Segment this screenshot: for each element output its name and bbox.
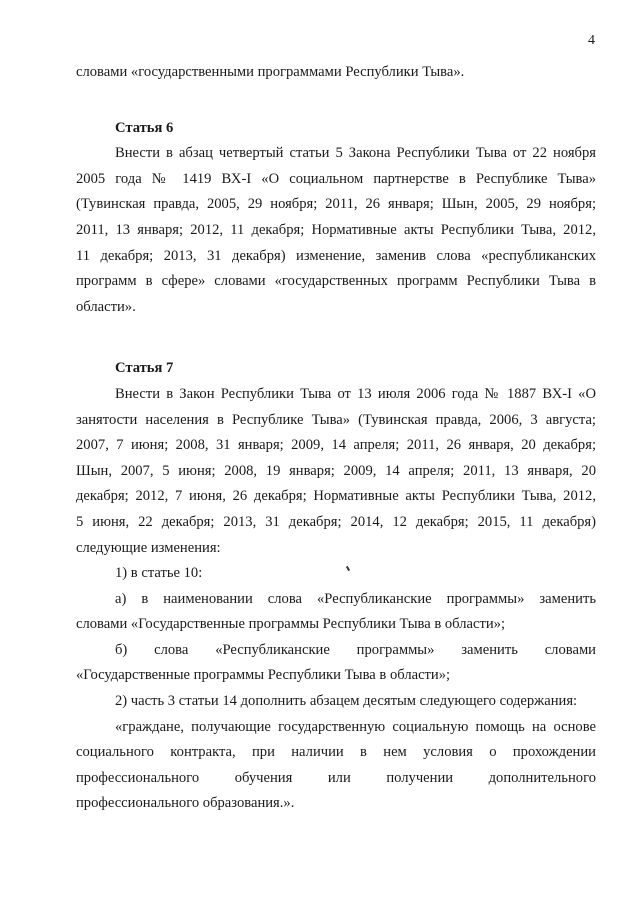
article-7-line: декабря; 2012, 7 июня, 26 декабря; Нормативные акты Республики Тыва, 2012, xyxy=(76,488,596,505)
intro-line: словами «государственными программами Республики Тыва». xyxy=(76,64,465,80)
article-7-line: 5 июня, 22 декабря; 2013, 31 декабря; 2014, 12 декабря; 2015, 11 декабря) xyxy=(76,513,596,530)
article-7-line: 2007, 7 июня; 2008, 31 января; 2009, 14 апреля; 2011, 26 января, 20 декабря; xyxy=(76,437,596,454)
article-7-heading: Статья 7 xyxy=(115,360,174,377)
article-7-line: профессионального образования.». xyxy=(76,795,295,812)
article-7-line: «Государственные программы Республики Тыва в области»; xyxy=(76,667,451,684)
article-6-line: программ в сфере» словами «государственных программ Республики Тыва в xyxy=(76,273,596,290)
article-7-line: следующие изменения: xyxy=(76,539,221,556)
article-6-line: 11 декабря; 2013, 31 декабря) изменение, заменив слова «республиканских xyxy=(76,247,596,264)
article-7-line: а) в наименовании слова «Республиканские программы» заменить xyxy=(115,590,596,607)
article-7-line: «граждане, получающие государственную социальную помощь на основе xyxy=(115,718,596,735)
article-6-line: (Тувинская правда, 2005, 29 ноября; 2011, 26 января; Шын, 2005, 29 ноября; xyxy=(76,196,596,213)
article-7-line: словами «Государственные программы Республики Тыва в области»; xyxy=(76,616,506,633)
article-7-line: профессионального обучения или получении дополнительного xyxy=(76,769,596,786)
article-7-line: б) слова «Республиканские программы» заменить словами xyxy=(115,641,596,658)
document-body xyxy=(76,60,596,817)
article-6 xyxy=(76,116,596,321)
page-number: 4 xyxy=(588,33,595,48)
article-6-line: Внести в абзац четвертый статьи 5 Закона Республики Тыва от 22 ноября xyxy=(115,145,596,162)
article-6-heading: Статья 6 xyxy=(115,119,174,136)
article-6-line: области». xyxy=(76,298,136,315)
article-7-line: 2) часть 3 статьи 14 дополнить абзацем десятым следующего содержания: xyxy=(115,693,578,710)
article-6-line: 2011, 13 января; 2012, 11 декабря; Нормативные акты Республики Тыва, 2012, xyxy=(76,221,596,238)
article-7-line: Внести в Закон Республики Тыва от 13 июля 2006 года № 1887 ВХ-I «О xyxy=(115,385,596,402)
article-7-line: социального контракта, при наличии в нем условия о прохождении xyxy=(76,744,596,761)
article-6-line: 2005 года № 1419 ВХ-I «О социальном партнерстве в Республике Тыва» xyxy=(76,170,596,187)
article-7-line: Шын, 2007, 5 июня; 2008, 19 января; 2009, 14 апреля; 2011, 13 января, 20 xyxy=(76,462,596,479)
article-7-line: 1) в статье 10: xyxy=(115,565,203,582)
article-7-line: занятости населения в Республике Тыва» (Тувинская правда, 2006, 3 августа; xyxy=(76,411,596,428)
article-7 xyxy=(76,356,596,817)
